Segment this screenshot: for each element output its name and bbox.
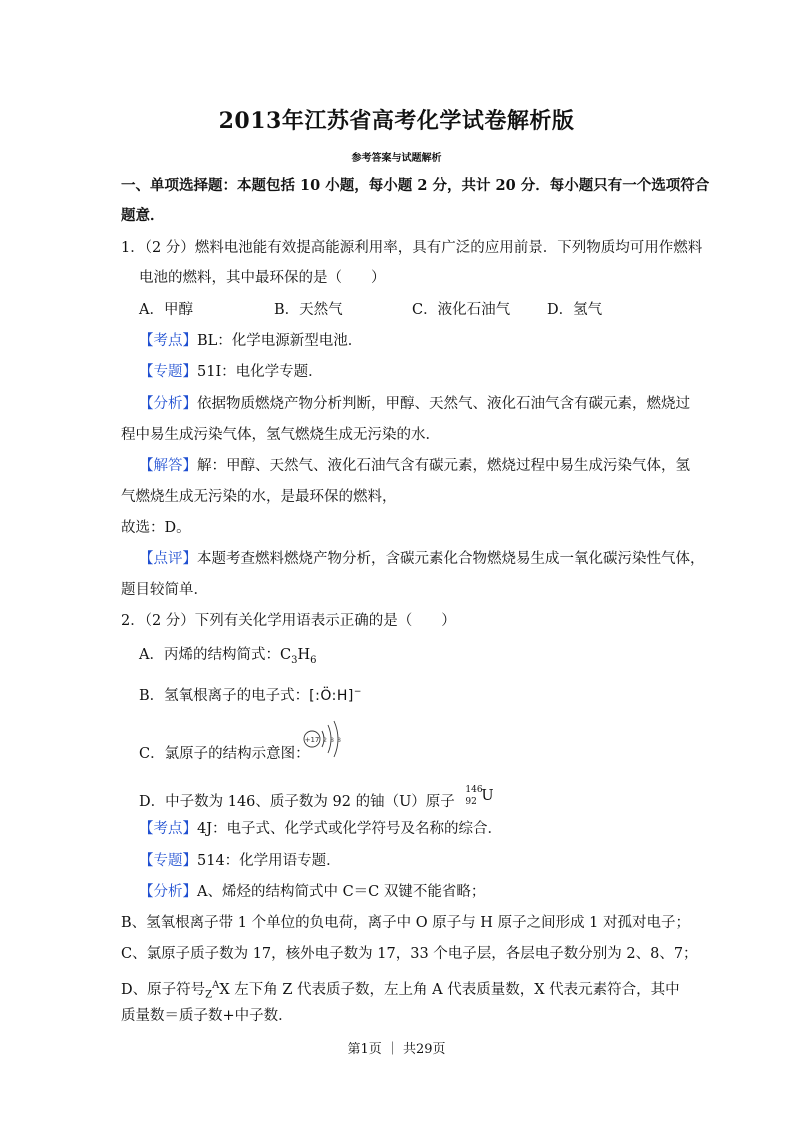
- q1-option-a: A．甲醇: [139, 302, 193, 318]
- q1-option-b: B．天然气: [274, 302, 343, 318]
- q1-zhuanti-tag: 【专题】: [139, 364, 197, 380]
- q2-option-d-text: D．中子数为 146、质子数为 92 的铀（U）原子: [139, 794, 455, 810]
- q1-dianping-tag: 【点评】: [139, 551, 197, 567]
- page-footer: 第1页 ｜ 共29页: [347, 1042, 446, 1057]
- q2-option-d: [139, 786, 505, 812]
- q2-zhuanti-tag: 【专题】: [139, 853, 197, 869]
- q2-fenxi-text1: A、烯烃的结构简式中 C＝C 双键不能省略；: [197, 884, 486, 900]
- q2-stem: 2．（2 分）下列有关化学用语表示正确的是（ ）: [121, 613, 456, 629]
- hydroxide-charge: −: [353, 687, 362, 697]
- q1-fenxi-line1: [139, 394, 690, 414]
- uranium-symbol: U: [481, 788, 494, 804]
- q2-analysis-d: [121, 976, 680, 1006]
- q1-dianping-line2: 题目较简单．: [121, 582, 208, 598]
- q2-analysis-d-sup: A: [212, 980, 220, 991]
- uranium-atomic-number: 92: [465, 797, 477, 807]
- q1-dianping-line1: [139, 549, 705, 569]
- q1-jieda-line1: [139, 456, 690, 476]
- q1-fenxi-tag: 【分析】: [139, 396, 197, 412]
- q1-zhuanti-text: 51I：电化学专题．: [197, 364, 323, 380]
- section-heading-line1: 一、单项选择题：本题包括 10 小题，每小题 2 分，共计 20 分．每小题只有一个选项符合: [121, 177, 710, 194]
- q1-option-c: C．液化石油气: [412, 302, 511, 318]
- q2-kaodian-text: 4J：电子式、化学式或化学符号及名称的综合．: [197, 821, 503, 837]
- q1-jieda-tag: 【解答】: [139, 458, 197, 474]
- q1-stem-line2: 电池的燃料，其中最环保的是（ ）: [139, 270, 386, 286]
- chlorine-atom-diagram: [300, 718, 348, 760]
- q2-analysis-d-post: X 左下角 Z 代表质子数，左上角 A 代表质量数，X 代表元素符合，其中: [219, 981, 680, 998]
- q2-option-a-sub1: 3: [291, 654, 298, 666]
- q2-fenxi-tag: 【分析】: [139, 884, 197, 900]
- q2-zhuanti-text: 514：化学用语专题．: [197, 853, 341, 869]
- q2-kaodian: [139, 819, 502, 839]
- page-title: 2013年江苏省高考化学试卷解析版: [218, 108, 575, 134]
- q2-option-a-text: A．丙烯的结构简式：C: [139, 647, 292, 663]
- page-subtitle: 参考答案与试题解析: [351, 153, 442, 164]
- q1-jieda-text1: 解：甲醇、天然气、液化石油气含有碳元素，燃烧过程中易生成污染气体，氢: [197, 458, 690, 474]
- q1-options: [139, 300, 602, 320]
- q2-option-a-mid: H: [297, 647, 311, 663]
- hydroxide-electron-formula: [:Ö:H]: [309, 687, 354, 704]
- q2-zhuanti: [139, 851, 341, 871]
- q1-fenxi-text1: 依据物质燃烧产物分析判断，甲醇、天然气、液化石油气含有碳元素，燃烧过: [197, 396, 690, 412]
- q1-option-d: D．氢气: [547, 302, 603, 318]
- q1-fenxi-line2: 程中易生成污染气体，氢气燃烧生成无污染的水．: [121, 427, 440, 443]
- uranium-nuclide-symbol: [465, 786, 505, 806]
- q2-analysis-d-line2: 质量数＝质子数+中子数．: [121, 1008, 293, 1024]
- uranium-mass-number: 146: [465, 785, 483, 795]
- q1-kaodian: [139, 331, 362, 351]
- svg-text:2: 2: [323, 737, 327, 744]
- q1-stem-line1: 1．（2 分）燃料电池能有效提高能源利用率，具有广泛的应用前景．下列物质均可用作燃料: [121, 240, 703, 256]
- q2-option-a-sub2: 6: [310, 654, 317, 666]
- q2-option-b-text: B．氢氧根离子的电子式：: [139, 687, 310, 704]
- svg-text:8: 8: [330, 737, 334, 744]
- q1-zhuanti: [139, 362, 323, 382]
- chlorine-nucleus-label: +17: [304, 736, 320, 744]
- q2-analysis-d-pre: D、原子符号: [121, 981, 206, 998]
- q2-analysis-c: C、氯原子质子数为 17，核外电子数为 17，33 个电子层，各层电子数分别为 2、8、7；: [121, 946, 698, 962]
- q1-jieda-line3: 故选：D。: [121, 520, 191, 536]
- q2-option-c-text: C．氯原子的结构示意图：: [139, 746, 310, 762]
- svg-text:8: 8: [337, 737, 341, 744]
- q1-kaodian-text: BL：化学电源新型电池．: [197, 333, 363, 349]
- q1-dianping-text1: 本题考查燃料燃烧产物分析，含碳元素化合物燃烧易生成一氧化碳污染性气体，: [197, 551, 705, 567]
- q2-option-a: [139, 645, 316, 671]
- q1-kaodian-tag: 【考点】: [139, 333, 197, 349]
- q2-fenxi-line1: [139, 882, 485, 902]
- q2-analysis-b: B、氢氧根离子带 1 个单位的负电荷，离子中 O 原子与 H 原子之间形成 1 对孤对电子；: [121, 915, 691, 931]
- section-heading-line2: 题意．: [121, 207, 165, 224]
- q1-jieda-line2: 气燃烧生成无污染的水，是最环保的燃料，: [121, 489, 397, 505]
- q2-option-b: [139, 682, 361, 706]
- q2-kaodian-tag: 【考点】: [139, 821, 197, 837]
- q2-analysis-d-sub: Z: [205, 989, 213, 1001]
